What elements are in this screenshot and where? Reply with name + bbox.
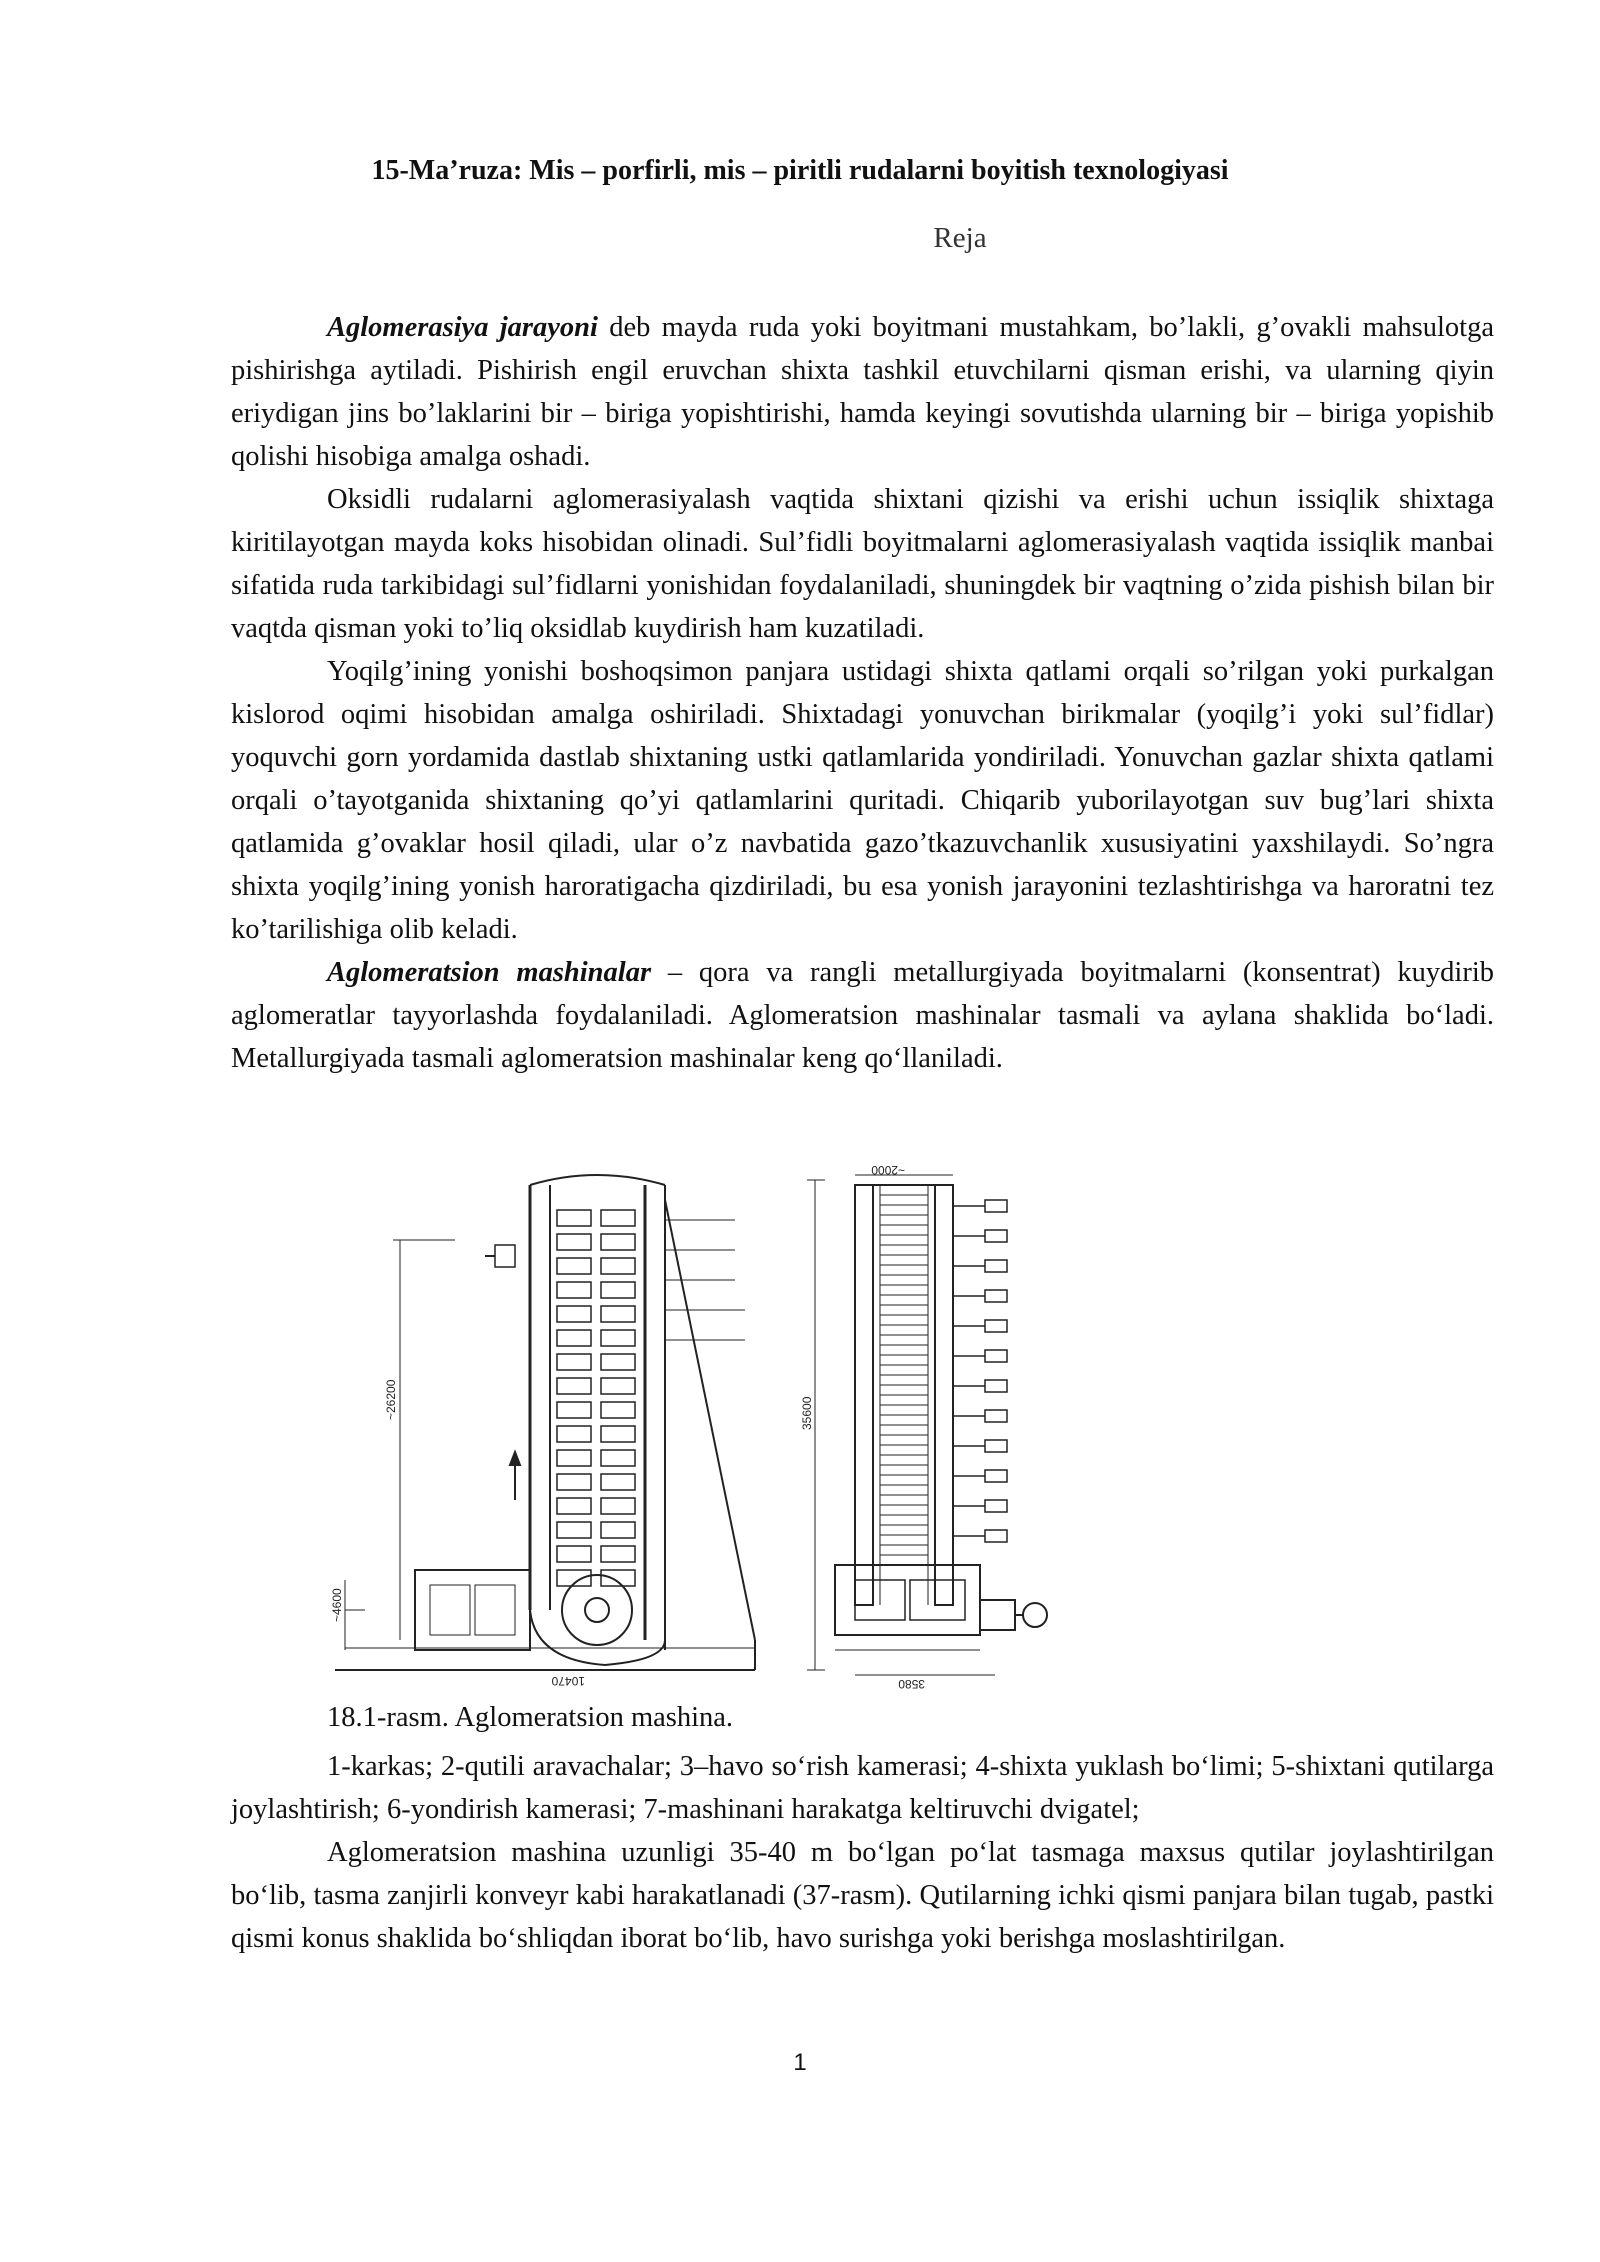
paragraph-mashina-uzunligi: Aglomeratsion mashina uzunligi 35-40 m bo‘lgan po‘lat tasmaga maxsus qutilar joylashtirilgan bo‘lib, tasma zanjirli konveyr kabi harakatlanadi (37-rasm). Qutilarning ichki qismi panjara bilan tugab, pastki qismi konus shaklida bo‘shliqdan iborat bo‘lib, havo surishga yoki berishga moslashtirilgan. (231, 1837, 1494, 1954)
lecture-title: 15-Ma’ruza: Mis – porfirli, mis – piritli rudalarni boyitish texnologiyasi (371, 155, 1229, 186)
paragraph-oksidli: Oksidli rudalarni aglomerasiyalash vaqtida shixtani qizishi va erishi uchun issiqlik shixtaga kiritilayotgan mayda koks hisobidan olinadi. Sul’fidli boyitmalarni aglomerasiyalash vaqtida issiqlik manbai sifatida ruda tarkibidagi sul’fidlarni yonishidan foydalaniladi, shuningdek bir vaqtning o’zida pishish bilan bir vaqtda qisman yoki to’liq oksidlab kuydirish ham kuzatiladi. (231, 484, 1494, 644)
term-mashinalar: Aglomeratsion mashinalar (327, 957, 652, 988)
paragraph-aglomerasiya (231, 306, 1494, 478)
side-box (985, 1200, 1007, 1212)
side-box (985, 1410, 1007, 1422)
dim-right-height: 35600 (800, 1396, 814, 1430)
page-number: 1 (793, 2049, 807, 2076)
term-aglomerasiya: Aglomerasiya jarayoni (327, 312, 598, 343)
machine-box (601, 1426, 635, 1442)
machine-box (557, 1522, 591, 1538)
figure-legend: 1-karkas; 2-qutili aravachalar; 3–havo so‘rish kamerasi; 4-shixta yuklash bo‘limi; 5-shixtani qutilarga joylashtirish; 6-yondirish kamerasi; 7-mashinani harakatga keltiruvchi dvigatel; (231, 1751, 1494, 1825)
machine-box (601, 1474, 635, 1490)
machine-box (601, 1234, 635, 1250)
side-box (985, 1320, 1007, 1332)
machine-box (557, 1450, 591, 1466)
plan-heading: Reja (933, 222, 987, 254)
machine-box (557, 1498, 591, 1514)
machine-box (557, 1234, 591, 1250)
paragraph-1-text: deb mayda ruda yoki boyitmani mustahkam, bo’lakli, g’ovakli mahsulotga pishirishga aytiladi. Pishirish engil eruvchan shixta tashkil etuvchilarni qisman erishi, va ularning qiyin eriydigan jins bo’laklarini bir – biriga yopishtirishi, hamda keyingi sovutishda ularning bir – biriga yopishib qolishi hisobiga amalga oshadi. (231, 312, 1494, 472)
dim-left-small: ~4600 (330, 1588, 344, 1622)
side-box (985, 1230, 1007, 1242)
machine-box (557, 1306, 591, 1322)
machine-box (557, 1378, 591, 1394)
side-box (985, 1290, 1007, 1302)
machine-box (601, 1210, 635, 1226)
machine-box (601, 1306, 635, 1322)
side-box (985, 1260, 1007, 1272)
side-box (985, 1380, 1007, 1392)
paragraph-yoqilgi: Yoqilg’ining yonishi boshoqsimon panjara ustidagi shixta qatlami orqali so’rilgan yoki purkalgan kislorod oqimi hisobidan amalga oshiriladi. Shixtadagi yonuvchan birikmalar (yoqilg’i yoki sul’fidlar) yoquvchi gorn yordamida dastlab shixtaning ustki qatlamlarida yondiriladi. Yonuvchan gazlar shixta qatlami orqali o’tayotganida shixtaning qo’yi qatlamlarini quritadi. Chiqarib yuborilayotgan suv bug’lari shixta qatlamida g’ovaklar hosil qiladi, ular o’z navbatida gazo’tkazuvchanlik xususiyatini yaxshilaydi. So’ngra shixta yoqilg’ining yonish haroratigacha qizdiriladi, bu esa yonish jarayonini tezlashtirishga va haroratni tez ko’tarilishiga olib keladi. (231, 656, 1494, 945)
paragraph-mashinalar (231, 951, 1494, 1080)
machine-box (557, 1282, 591, 1298)
side-box (985, 1440, 1007, 1452)
side-box (985, 1500, 1007, 1512)
side-box (985, 1470, 1007, 1482)
dim-right-top: ~2000 (871, 1163, 905, 1177)
side-box (985, 1350, 1007, 1362)
machine-box (601, 1330, 635, 1346)
side-box (985, 1530, 1007, 1542)
machine-box (557, 1330, 591, 1346)
sintering-machine-drawing (330, 1163, 1515, 1691)
dim-left-width: 10470 (551, 1674, 585, 1688)
machine-box (601, 1258, 635, 1274)
legend-block (231, 1745, 1494, 1960)
machine-box (601, 1522, 635, 1538)
machine-box (557, 1402, 591, 1418)
machine-box (601, 1354, 635, 1370)
body-text-top (231, 306, 1494, 1080)
machine-box (601, 1402, 635, 1418)
machine-box (601, 1570, 635, 1586)
machine-box (601, 1450, 635, 1466)
dim-right-bottom: 3580 (898, 1677, 925, 1691)
machine-box (601, 1546, 635, 1562)
machine-box (601, 1498, 635, 1514)
machine-box (557, 1210, 591, 1226)
dim-left-height: ~26200 (384, 1379, 398, 1420)
machine-box (601, 1378, 635, 1394)
machine-box (601, 1282, 635, 1298)
machine-box (557, 1258, 591, 1274)
machine-box (557, 1474, 591, 1490)
machine-box (557, 1426, 591, 1442)
paragraph-4-text: – qora va rangli metallurgiyada boyitmalarni (konsentrat) kuydirib aglomeratlar tayyorlashda foydalaniladi. Aglomeratsion mashinalar tasmali va aylana shaklida bo‘ladi. Metallurgiyada tasmali aglomeratsion mashinalar keng qo‘llaniladi. (231, 957, 1494, 1074)
machine-box (557, 1354, 591, 1370)
machine-box (557, 1546, 591, 1562)
figure-caption: 18.1-rasm. Aglomeratsion mashina. (327, 1702, 734, 1733)
